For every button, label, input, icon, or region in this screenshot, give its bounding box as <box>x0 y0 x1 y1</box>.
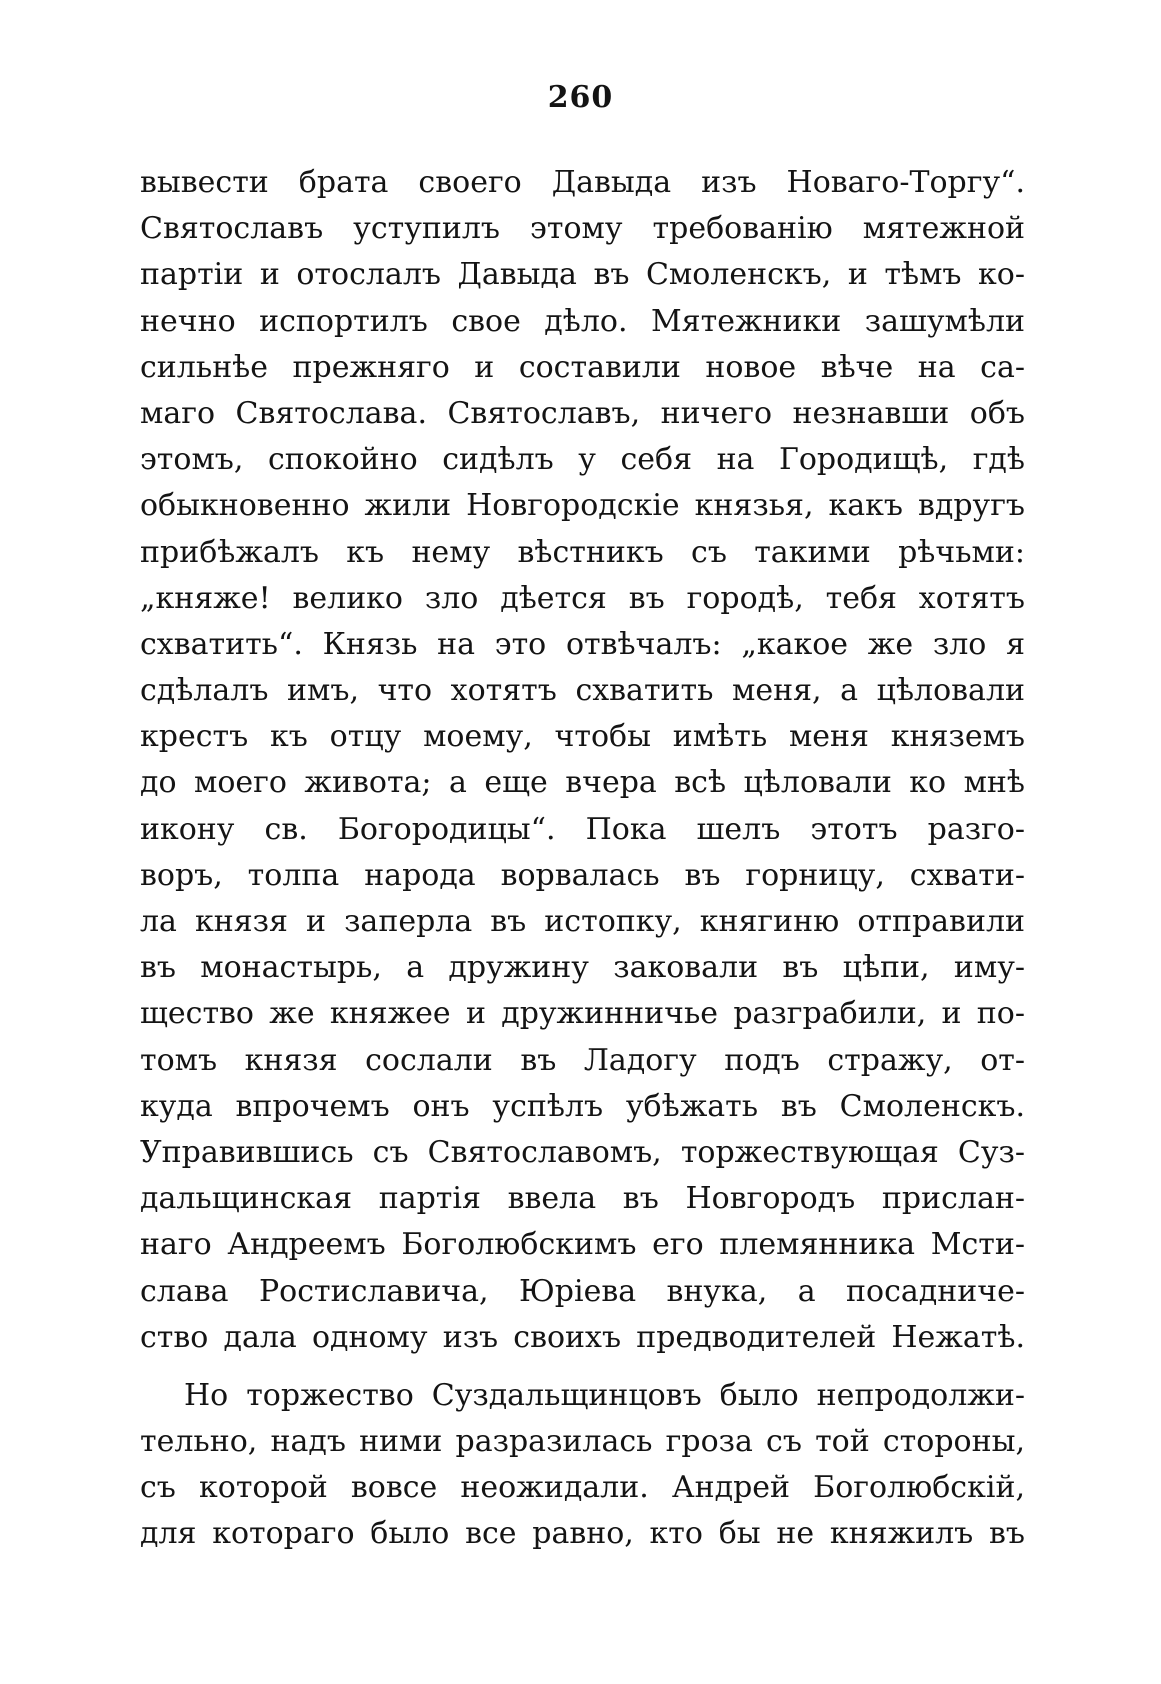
text-line: Но торжество Суздальщинцовъ было непродолжи- <box>184 1377 1025 1413</box>
text-line: этомъ, спокойно сидѣлъ у себя на Городищѣ, гдѣ <box>140 442 1025 478</box>
text-line: куда впрочемъ онъ успѣлъ убѣжать въ Смоленскъ. <box>140 1088 1025 1124</box>
text-line: икону св. Богородицы“. Пока шелъ этотъ разго- <box>140 811 1025 847</box>
text-line: крестъ къ отцу моему, чтобы имѣть меня княземъ <box>140 719 1025 755</box>
text-line: щество же княжее и дружинничье разграбили, и по- <box>140 996 1025 1032</box>
text-line: сильнѣе прежняго и составили новое вѣче на са- <box>140 349 1025 385</box>
text-line: дальщинская партія ввела въ Новгородъ прислан- <box>140 1181 1025 1217</box>
text-line: ство дала одному изъ своихъ предводителей Нежатѣ. <box>140 1319 1025 1355</box>
text-line: въ монастырь, а дружину заковали въ цѣпи, иму- <box>140 950 1025 986</box>
text-line: прибѣжалъ къ нему вѣстникъ съ такими рѣчьми: <box>140 534 1025 570</box>
text-line: обыкновенно жили Новгородскіе князья, какъ вдругъ <box>140 488 1025 524</box>
text-line: наго Андреемъ Боголюбскимъ его племянника Мсти- <box>140 1227 1025 1263</box>
text-line: воръ, толпа народа ворвалась въ горницу, схвати- <box>140 857 1025 893</box>
text-line: сдѣлалъ имъ, что хотятъ схватить меня, а цѣловали <box>140 673 1025 709</box>
text-line: Святославъ уступилъ этому требованію мятежной <box>140 211 1025 247</box>
text-line: схватить“. Князь на это отвѣчалъ: „какое же зло я <box>140 626 1025 662</box>
page-number: 260 <box>547 80 614 115</box>
text-line: съ которой вовсе неожидали. Андрей Боголюбскій, <box>140 1470 1025 1506</box>
text-line: маго Святослава. Святославъ, ничего незнавши объ <box>140 395 1025 431</box>
text-line: томъ князя сослали въ Ладогу подъ стражу, от- <box>140 1042 1025 1078</box>
text-line: до моего живота; а еще вчера всѣ цѣловали ко мнѣ <box>140 765 1025 801</box>
text-line: слава Ростиславича, Юріева внука, а посадниче- <box>140 1273 1025 1309</box>
text-line: для котораго было все равно, кто бы не княжилъ въ <box>140 1516 1025 1552</box>
paragraph-2 <box>140 1373 1025 1558</box>
text-line: ла князя и заперла въ истопку, княгиню отправили <box>140 904 1025 939</box>
paragraph-1 <box>140 160 1025 1361</box>
text-line: „княже! велико зло дѣется въ городѣ, тебя хотятъ <box>140 580 1025 616</box>
paragraph-gap <box>140 1361 1025 1373</box>
body-text <box>140 160 1025 1558</box>
text-line: тельно, надъ ними разразилась гроза съ той стороны, <box>140 1424 1025 1460</box>
text-line: Управившись съ Святославомъ, торжествующая Суз- <box>140 1134 1025 1170</box>
text-line: партіи и отослалъ Давыда въ Смоленскъ, и тѣмъ ко- <box>140 257 1025 293</box>
text-line: вывести брата своего Давыда изъ Новаго-Торгу“. <box>140 165 1025 200</box>
text-line: нечно испортилъ свое дѣло. Мятежники зашумѣли <box>140 303 1025 339</box>
